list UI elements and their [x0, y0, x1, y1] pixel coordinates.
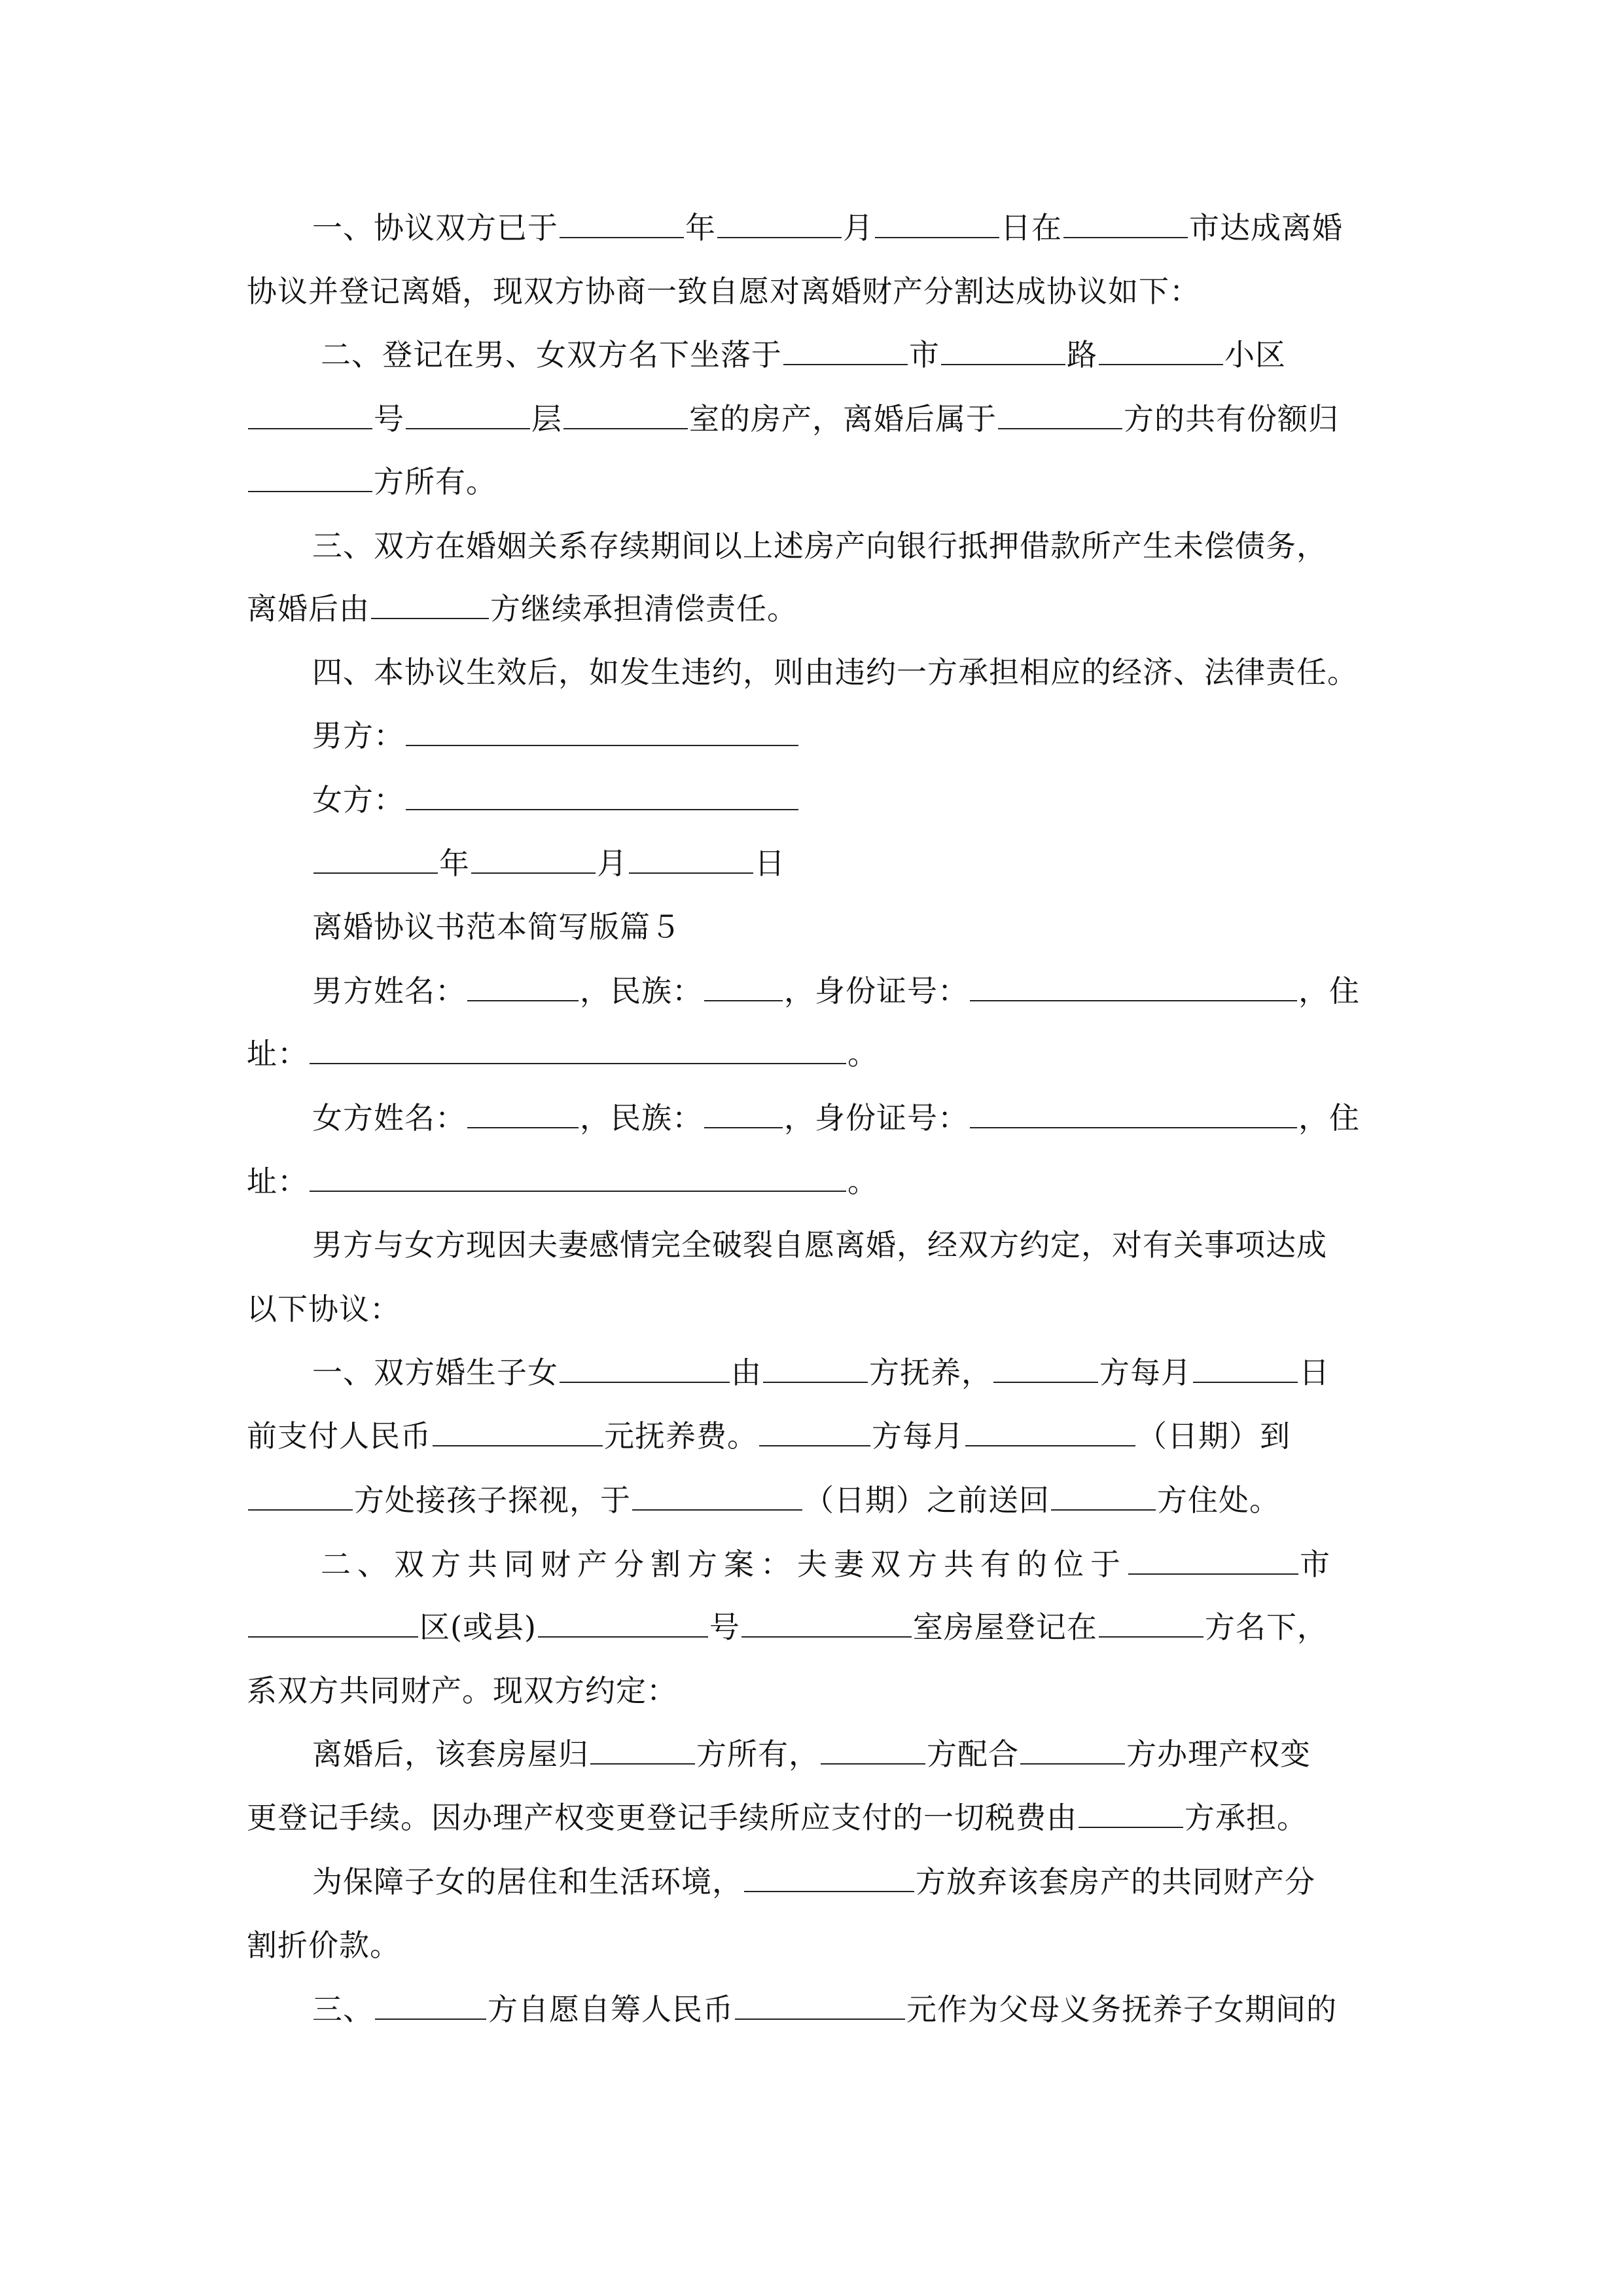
text: 。: [847, 1036, 878, 1071]
text-line: [247, 272, 1200, 311]
text: ，民族：: [580, 973, 703, 1009]
text: 离婚协议书范本简写版篇５: [312, 909, 681, 944]
text: 号: [374, 401, 404, 437]
fill-blank: [538, 1607, 708, 1638]
fill-blank: [1193, 1353, 1298, 1383]
text: （日期）到: [1137, 1418, 1291, 1454]
text: 男方：: [312, 718, 404, 753]
text: 方处接孩子探视，于: [354, 1482, 631, 1518]
text: 方每月: [872, 1418, 964, 1454]
fill-blank: [248, 1607, 418, 1638]
text: 方配合: [927, 1736, 1019, 1772]
text: 号: [709, 1609, 740, 1645]
text: 为保障子女的居住和生活环境，: [312, 1864, 743, 1899]
text: 址：: [247, 1036, 308, 1071]
text-line: [312, 526, 1327, 565]
date-line: [312, 844, 785, 883]
fill-blank: [875, 208, 999, 238]
text: 割折价款。: [247, 1928, 401, 1963]
fill-blank: [310, 1034, 846, 1064]
text-line: [247, 1162, 878, 1201]
text: 日: [1299, 1355, 1330, 1390]
text-line: [247, 1607, 1328, 1647]
text-line: [312, 653, 1358, 692]
text: 男方与女方现因夫妻感情完全破裂自愿离婚，经双方约定，对有关事项达成: [312, 1227, 1327, 1263]
text: 方抚养，: [869, 1355, 992, 1390]
text: 一、双方婚生子女: [312, 1355, 558, 1390]
fill-blank: [632, 1480, 802, 1511]
text: 方每月: [1099, 1355, 1192, 1390]
text: 三、: [312, 1992, 374, 2027]
text-line: [247, 1671, 677, 1710]
text: 市达成离婚: [1189, 210, 1343, 245]
text: 区(或县): [419, 1609, 537, 1645]
text-line: [312, 1353, 1330, 1392]
fill-blank: [783, 335, 908, 365]
fill-blank: [1099, 335, 1223, 365]
text: 方所有，: [696, 1736, 819, 1772]
text: 室房屋登记在: [912, 1609, 1097, 1645]
text: 元抚养费。: [604, 1418, 758, 1454]
text: 三、双方在婚姻关系存续期间以上述房产向银行抵押借款所产生未偿债务，: [312, 528, 1327, 564]
fill-blank: [406, 716, 798, 746]
text: 日在: [1001, 210, 1062, 245]
fill-blank: [1128, 1545, 1298, 1575]
text: ，住: [1298, 973, 1360, 1009]
text: 离婚后由: [247, 591, 370, 626]
text: 以下协议：: [247, 1291, 401, 1327]
text-line: [247, 1034, 878, 1073]
fill-blank: [471, 844, 596, 874]
text: 方放弃该套房产的共同财产分: [916, 1864, 1315, 1899]
text-line: [247, 1289, 401, 1329]
text: 月: [597, 846, 628, 881]
text: 方办理产权变: [1126, 1736, 1311, 1772]
fill-blank: [744, 1862, 914, 1892]
text: 方所有。: [374, 464, 497, 499]
fill-blank: [998, 399, 1122, 429]
text: 由: [731, 1355, 762, 1390]
text: 女方：: [312, 782, 404, 817]
text: 市: [1300, 1547, 1330, 1582]
fill-blank: [406, 399, 530, 429]
fill-blank: [970, 971, 1297, 1001]
fill-blank: [941, 335, 1065, 365]
text: （日期）之前送回: [804, 1482, 1050, 1518]
text: 日: [755, 846, 785, 881]
text: 男方姓名：: [312, 973, 466, 1009]
fill-blank: [433, 1416, 603, 1446]
text-line: [312, 1734, 1311, 1774]
text: ，民族：: [580, 1100, 703, 1136]
text-line: [312, 1225, 1327, 1265]
fill-blank: [563, 399, 688, 429]
text: 方名下，: [1204, 1609, 1328, 1645]
text-line: [312, 971, 1360, 1011]
text: 女方姓名：: [312, 1100, 466, 1136]
fill-blank: [629, 844, 753, 874]
fill-blank: [993, 1353, 1098, 1383]
fill-blank: [970, 1098, 1297, 1128]
text: ，身份证号：: [784, 973, 969, 1009]
fill-blank: [704, 971, 783, 1001]
male-signature-line: [312, 716, 800, 755]
text: 更登记手续。因办理产权变更登记手续所应支付的一切税费由: [247, 1800, 1077, 1835]
fill-blank: [1051, 1480, 1156, 1511]
fill-blank: [1020, 1734, 1125, 1765]
text-line: [312, 1990, 1337, 2029]
text: 方自愿自筹人民币: [488, 1992, 734, 2027]
fill-blank: [717, 208, 842, 238]
fill-blank: [248, 1480, 353, 1511]
section-heading: [312, 907, 681, 946]
fill-blank: [1099, 1607, 1204, 1638]
fill-blank: [371, 589, 489, 619]
text: 离婚后，该套房屋归: [312, 1736, 589, 1772]
fill-blank: [821, 1734, 925, 1765]
text: 二、双方共同财产分割方案：夫妻双方共有的位于: [321, 1547, 1127, 1582]
text-line: [312, 208, 1343, 247]
fill-blank: [248, 399, 372, 429]
fill-blank: [406, 780, 798, 810]
text: 方继续承担清偿责任。: [490, 591, 798, 626]
text-line: [247, 1416, 1291, 1456]
text: 年: [439, 846, 470, 881]
fill-blank: [560, 1353, 730, 1383]
text: 一、协议双方已于: [312, 210, 558, 245]
fill-blank: [704, 1098, 783, 1128]
fill-blank: [759, 1416, 870, 1446]
text-line: [247, 589, 798, 628]
fill-blank: [467, 971, 579, 1001]
fill-blank: [590, 1734, 695, 1765]
text: 方住处。: [1157, 1482, 1280, 1518]
fill-blank: [560, 208, 684, 238]
text-line: [247, 1926, 401, 1965]
text: 四、本协议生效后，如发生违约，则由违约一方承担相应的经济、法律责任。: [312, 655, 1358, 690]
fill-blank: [1063, 208, 1188, 238]
text: 协议并登记离婚，现双方协商一致自愿对离婚财产分割达成协议如下：: [247, 274, 1200, 309]
text-line: [247, 399, 1339, 439]
text-line: [247, 1798, 1308, 1837]
fill-blank: [313, 844, 438, 874]
text: 小区: [1224, 337, 1286, 372]
text: 前支付人民币: [247, 1418, 431, 1454]
fill-blank: [763, 1353, 868, 1383]
text-line: [247, 1480, 1280, 1520]
fill-blank: [310, 1162, 846, 1192]
text-line: [321, 335, 1286, 374]
female-signature-line: [312, 780, 800, 819]
text: 二、登记在男、女双方名下坐落于: [321, 337, 782, 372]
text: 年: [685, 210, 716, 245]
text: 市: [909, 337, 940, 372]
fill-blank: [248, 462, 372, 492]
text-line: [312, 1098, 1360, 1138]
text: 层: [531, 401, 562, 437]
text-line: [312, 1862, 1315, 1901]
fill-blank: [467, 1098, 579, 1128]
fill-blank: [965, 1416, 1135, 1446]
text: 。: [847, 1164, 878, 1199]
text: 址：: [247, 1164, 308, 1199]
text: ，身份证号：: [784, 1100, 969, 1136]
text: 系双方共同财产。现双方约定：: [247, 1673, 677, 1708]
text-line: [247, 462, 497, 501]
text: 方的共有份额归: [1124, 401, 1339, 437]
text: 路: [1067, 337, 1097, 372]
text: 月: [843, 210, 874, 245]
text: 方承担。: [1185, 1800, 1308, 1835]
text: ，住: [1298, 1100, 1360, 1136]
fill-blank: [1079, 1798, 1183, 1828]
text: 室的房产，离婚后属于: [689, 401, 997, 437]
fill-blank: [741, 1607, 912, 1638]
text-line: [321, 1545, 1330, 1584]
text: 元作为父母义务抚养子女期间的: [906, 1992, 1337, 2027]
fill-blank: [375, 1990, 486, 2020]
fill-blank: [735, 1990, 905, 2020]
